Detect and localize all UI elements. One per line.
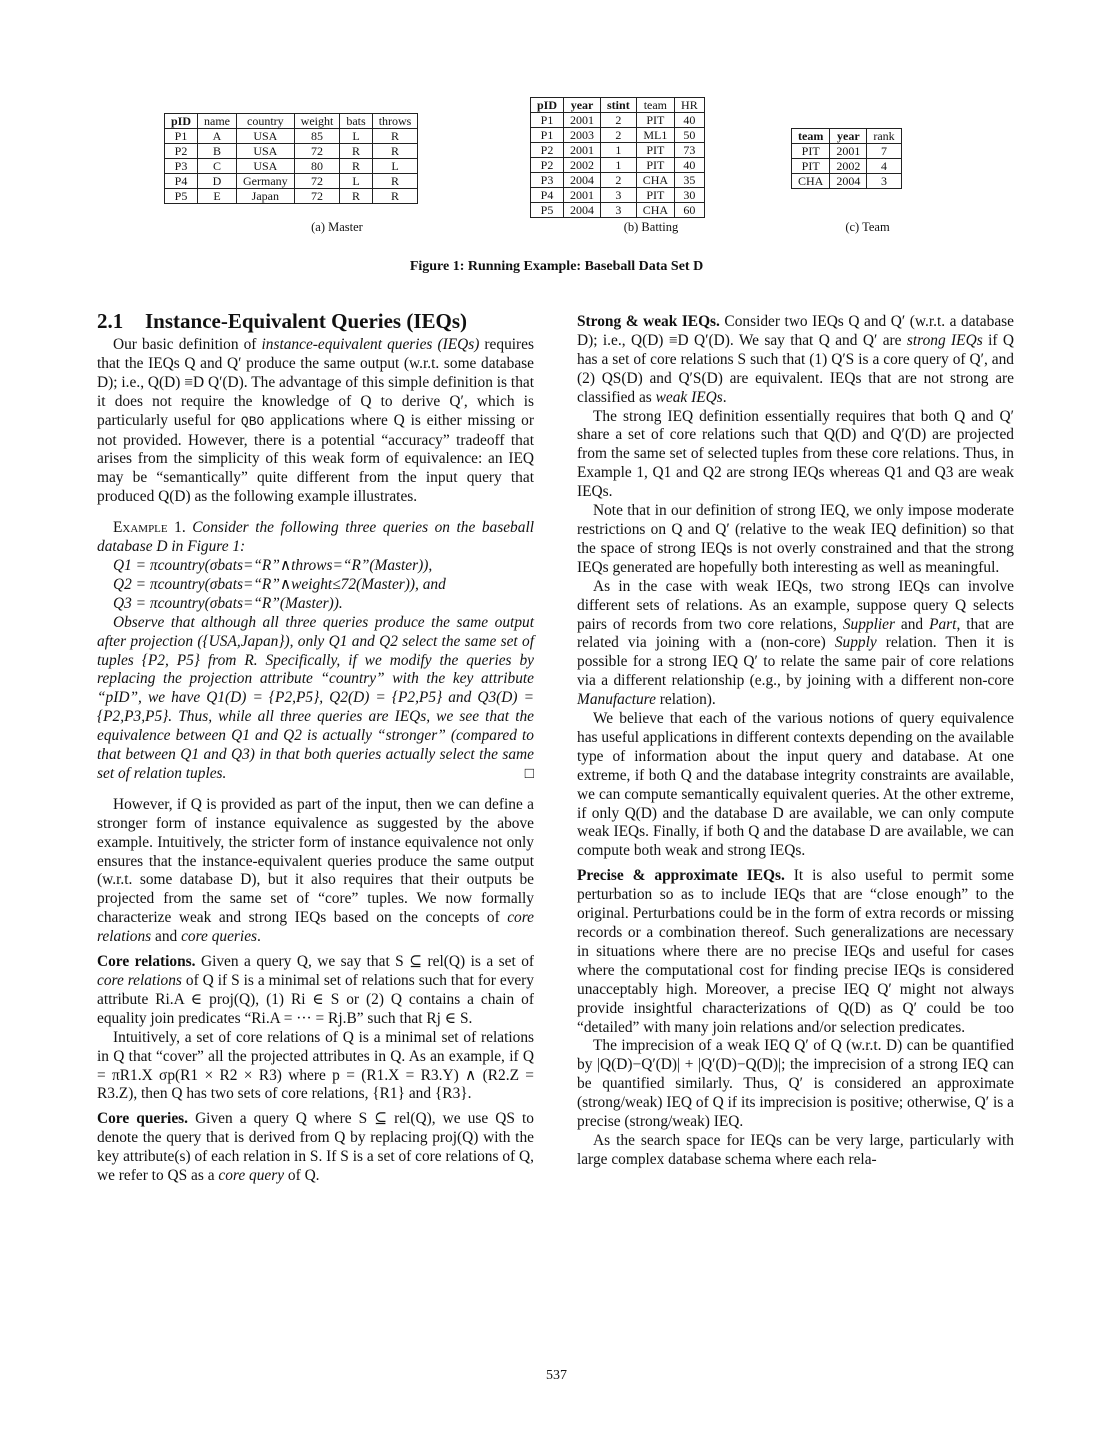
section-title: Instance-Equivalent Queries (IEQs)	[145, 309, 468, 333]
batting-table-figure	[530, 97, 705, 218]
table-cell: USA	[237, 144, 295, 159]
table-row	[792, 144, 902, 159]
table-row	[531, 143, 705, 158]
table-row	[531, 188, 705, 203]
table-row	[165, 129, 418, 144]
table-cell: P3	[165, 159, 198, 174]
table-cell: 1	[601, 143, 637, 158]
table-cell: 2	[601, 113, 637, 128]
paragraph-core-queries: Core queries. Given a query Q where S ⊆ rel(Q), we use QS to denote the query that is derived from Q by replacing proj(Q) with the key attribute(s) of each relation in S. If S is a set of core relations of Q, we refer to QS as a core query of Q.	[97, 1110, 534, 1185]
table-row	[165, 189, 418, 204]
example-1: Example 1. Consider the following three queries on the baseball database D in Figure 1: Q1 = πcountry(σbats=“R”∧throws=“R”(Master)), Q2 = πcountry(σbats=“R”∧weight≤72(Master)), and Q3 = πcountry(σbats=“R”(Master)). Observe that although all three queries produce the same output after projection ({USA,Japan}), only Q1 and Q2 select the same set of tuples {P2, P5} from R. Specifically, if we modify the queries by replacing the projection attribute “country” with the key attribute “pID”, we have Q1(D) = {P2,P5}, Q2(D) = {P2,P5} and Q3(D) = {P2,P3,P5}. Thus, while all three queries are IEQs, we see that the equivalence between Q1 and Q2 is actually “stronger” (compared to that between Q1 and Q3) in that both queries actually select the same set of relation tuples. □	[97, 519, 534, 782]
table-cell: 2004	[564, 173, 601, 188]
batting-header-cell: pID	[531, 98, 564, 113]
paragraph-different-relations: As in the case with weak IEQs, two strong IEQs can involve different sets of relations. As an example, suppose query Q selects pairs of records from two core relations, Supplier and Part, that are related via joining with a (non-core) Supply relation. Then it is possible for a strong IEQ Q′ to relate the same pair of core relations via a different relationship (e.g., by joining with a different non-core Manufacture relation).	[577, 577, 1014, 709]
table-cell: Japan	[237, 189, 295, 204]
table-row	[531, 173, 705, 188]
table-cell: P3	[531, 173, 564, 188]
paragraph-strong-definition: The strong IEQ definition essentially requires that both Q and Q′ share a set of core relations such that Q(D) and Q′(D) are projected from the same set of selected tuples from these core relations. Thus, in Example 1, Q1 and Q2 are strong IEQs whereas Q1 and Q3 are weak IEQs.	[577, 407, 1014, 501]
table-cell: P2	[531, 143, 564, 158]
table-cell: B	[198, 144, 237, 159]
table-cell: R	[372, 174, 418, 189]
paragraph-moderate-restrictions: Note that in our definition of strong IEQ, we only impose moderate restrictions on Q and Q′ (relative to the weak IEQ definition) so that the space of strong IEQs is not overly constrained and that the strong IEQs generated are hopefully both interesting as well as meaningful.	[577, 502, 1014, 576]
query-q3: Q3 = πcountry(σbats=“R”(Master)).	[113, 594, 343, 612]
paragraph-notions: We believe that each of the various notions of query equivalence has useful applications in different contexts depending on the available type of information about the input query and database. At one extreme, if both Q and the database integrity constraints are available, we can compute semantically equivalent queries. At the other extreme, if only Q(D) and the database D are available, we can only compute weak IEQs. Finally, if both Q and the database D are available, we can compute both weak and strong IEQs.	[577, 710, 1014, 860]
table-cell: USA	[237, 159, 295, 174]
table-cell: PIT	[636, 143, 674, 158]
table-cell: 72	[294, 174, 340, 189]
table-cell: 2001	[830, 144, 867, 159]
table-row	[531, 128, 705, 143]
table-cell: R	[340, 159, 372, 174]
table-cell: R	[372, 129, 418, 144]
table-cell: 2004	[564, 203, 601, 218]
table-cell: P4	[165, 174, 198, 189]
master-table-figure	[164, 113, 418, 204]
example-label: Example 1.	[113, 519, 186, 537]
table-cell: ML1	[636, 128, 674, 143]
right-column	[577, 313, 1014, 1170]
batting-caption: (b) Batting	[623, 220, 679, 234]
paragraph-intro: Our basic definition of instance-equivalent queries (IEQs) requires that the IEQs Q and Q′ produce the same output (w.r.t. some database D); i.e., Q(D) ≡D Q′(D). The advantage of this simple definition is that it does not require the knowledge of Q to derive Q′, which is particularly useful for QBO applications where Q is either missing or not provided. However, there is a potential “accuracy” tradeoff that arises from the simplicity of this weak form of equivalence: an IEQ may be “semantically” quite different from the input query that produced Q(D) as the following example illustrates.	[97, 336, 534, 506]
table-cell: 2004	[830, 174, 867, 189]
table-row	[531, 203, 705, 218]
master-header-cell: throws	[372, 114, 418, 129]
table-cell: P1	[165, 129, 198, 144]
paragraph-strong-weak: Strong & weak IEQs. Consider two IEQs Q and Q′ (w.r.t. a database D); i.e., Q(D) ≡D Q′(D). We say that Q and Q′ are strong IEQs if Q has a set of core relations S such that (1) Q′S is a core query of Q′, and (2) QS(D) and Q′S(D) are equivalent. IEQs that are not strong are classified as weak IEQs.	[577, 313, 1014, 406]
batting-header-cell: year	[564, 98, 601, 113]
batting-header-cell: stint	[601, 98, 637, 113]
team-header-cell: team	[792, 129, 830, 144]
table-cell: 72	[294, 144, 340, 159]
table-cell: 35	[675, 173, 705, 188]
table-cell: L	[372, 159, 418, 174]
table-cell: CHA	[636, 173, 674, 188]
qed-symbol: □	[524, 764, 534, 782]
table-cell: 80	[294, 159, 340, 174]
table-row	[165, 144, 418, 159]
table-cell: 2003	[564, 128, 601, 143]
table-cell: PIT	[792, 159, 830, 174]
table-cell: L	[340, 129, 372, 144]
table-cell: R	[372, 189, 418, 204]
table-row	[531, 158, 705, 173]
table-cell: 40	[675, 158, 705, 173]
table-cell: 72	[294, 189, 340, 204]
table-cell: E	[198, 189, 237, 204]
table-cell: P2	[531, 158, 564, 173]
table-cell: Germany	[237, 174, 295, 189]
batting-header-cell: HR	[675, 98, 705, 113]
table-row	[792, 174, 902, 189]
table-cell: P4	[531, 188, 564, 203]
table-row	[792, 159, 902, 174]
left-column	[97, 308, 534, 1186]
master-caption: (a) Master	[311, 220, 363, 234]
table-cell: 3	[601, 203, 637, 218]
table-cell: L	[340, 174, 372, 189]
table-row	[165, 159, 418, 174]
query-q1: Q1 = πcountry(σbats=“R”∧throws=“R”(Master)),	[113, 556, 433, 574]
table-cell: 3	[601, 188, 637, 203]
paragraph-core-relations-intuition: Intuitively, a set of core relations of Q is a minimal set of relations in Q that “cover” all the projected attributes in Q. As an example, if Q = πR1.X σp(R1 × R2 × R3) where p = (R1.X = R3.Y) ∧ (R2.Z = R3.Z), then Q has two sets of core relations, {R1} and {R3}.	[97, 1028, 534, 1103]
page-number: 537	[546, 1368, 567, 1383]
table-row	[531, 113, 705, 128]
table-cell: 2002	[564, 158, 601, 173]
table-cell: 4	[867, 159, 901, 174]
team-table	[791, 128, 902, 189]
table-cell: P5	[165, 189, 198, 204]
table-cell: PIT	[792, 144, 830, 159]
figure-caption: Figure 1: Running Example: Baseball Data Set D	[409, 259, 704, 274]
table-cell: 40	[675, 113, 705, 128]
table-cell: PIT	[636, 188, 674, 203]
paragraph-stronger-form: However, if Q is provided as part of the input, then we can define a stronger form of instance equivalence as suggested by the above example. Intuitively, the stricter form of instance equivalence not only ensures that the instance-equivalent queries produce the same output (w.r.t. some database D), but it also requires that their outputs be projected from the same set of “core” tuples. We now formally characterize weak and strong IEQs based on the concepts of core relations and core queries.	[97, 795, 534, 946]
table-cell: PIT	[636, 158, 674, 173]
table-cell: R	[372, 144, 418, 159]
section-heading	[97, 308, 534, 334]
table-cell: C	[198, 159, 237, 174]
team-table-figure	[791, 128, 902, 189]
table-cell: 60	[675, 203, 705, 218]
master-header-cell: country	[237, 114, 295, 129]
table-cell: USA	[237, 129, 295, 144]
table-row	[165, 174, 418, 189]
section-number: 2.1	[97, 309, 124, 333]
query-q2: Q2 = πcountry(σbats=“R”∧weight≤72(Master)), and	[113, 575, 446, 593]
table-cell: R	[340, 189, 372, 204]
table-cell: P1	[531, 128, 564, 143]
master-header-cell: bats	[340, 114, 372, 129]
table-cell: 2	[601, 173, 637, 188]
master-header-cell: pID	[165, 114, 198, 129]
table-cell: 85	[294, 129, 340, 144]
master-header-cell: name	[198, 114, 237, 129]
batting-header-cell: team	[636, 98, 674, 113]
table-cell: 30	[675, 188, 705, 203]
paragraph-imprecision: The imprecision of a weak IEQ Q′ of Q (w.r.t. D) can be quantified by |Q(D)−Q′(D)| + |Q′(D)−Q(D)|; the imprecision of a strong IEQ can be quantified similarly. Thus, Q′ is considered an approximate (strong/weak) IEQ of Q if its imprecision is positive; otherwise, Q′ is a precise (strong/weak) IEQ.	[577, 1037, 1014, 1131]
table-cell: 73	[675, 143, 705, 158]
table-cell: D	[198, 174, 237, 189]
table-cell: 2001	[564, 113, 601, 128]
table-cell: 2	[601, 128, 637, 143]
paragraph-search-space: As the search space for IEQs can be very large, particularly with large complex database schema where each rela-	[577, 1131, 1014, 1168]
paragraph-core-relations: Core relations. Given a query Q, we say that S ⊆ rel(Q) is a set of core relations of Q if S is a minimal set of relations such that for every attribute Ri.A ∈ proj(Q), (1) Ri ∈ S or (2) Q contains a chain of equality join predicates “Ri.A = ··· = Rj.B” such that Rj ∈ S.	[97, 953, 535, 1027]
table-cell: P1	[531, 113, 564, 128]
table-cell: P2	[165, 144, 198, 159]
master-table	[164, 113, 418, 204]
master-header-cell: weight	[294, 114, 340, 129]
table-cell: PIT	[636, 113, 674, 128]
batting-table	[530, 97, 705, 218]
table-cell: 2001	[564, 188, 601, 203]
table-cell: R	[340, 144, 372, 159]
table-cell: 1	[601, 158, 637, 173]
table-cell: P5	[531, 203, 564, 218]
table-cell: 2002	[830, 159, 867, 174]
paragraph-precise-approximate: Precise & approximate IEQs. It is also useful to permit some perturbation so as to include IEQs that are “close enough” to the original. Perturbations could be in the form of extra records or missing records or a combination thereof. Such generalizations are necessary in situations where there are no precise IEQs and useful for cases where the computational cost for finding precise IEQs is considered unacceptably high. Moreover, a precise IEQ Q′ might not always provide insightful characterizations of Q(D) as Q′ could be too “detailed” with many join relations and/or selection predicates.	[577, 867, 1014, 1036]
team-header-cell: rank	[867, 129, 901, 144]
table-cell: A	[198, 129, 237, 144]
table-cell: 2001	[564, 143, 601, 158]
table-cell: 50	[675, 128, 705, 143]
example-body: Observe that although all three queries produce the same output after projection ({USA,Japan}), only Q1 and Q2 select the same set of tuples {P2, P5} from R. Specifically, if we modify the queries by replacing the projection attribute “country” with the key attribute “pID”, we have Q1(D) = {P2,P5}, Q2(D) = {P2,P5} and Q3(D) = {P2,P3,P5}. Thus, while all three queries are IEQs, we see that the equivalence between Q1 and Q2 is actually “stronger” (compared to that between Q1 and Q3) in that both queries actually select the same set of relation tuples. □	[97, 613, 534, 782]
table-cell: CHA	[792, 174, 830, 189]
table-cell: CHA	[636, 203, 674, 218]
table-cell: 7	[867, 144, 901, 159]
table-cell: 3	[867, 174, 901, 189]
team-header-cell: year	[830, 129, 867, 144]
team-caption: (c) Team	[845, 220, 890, 234]
